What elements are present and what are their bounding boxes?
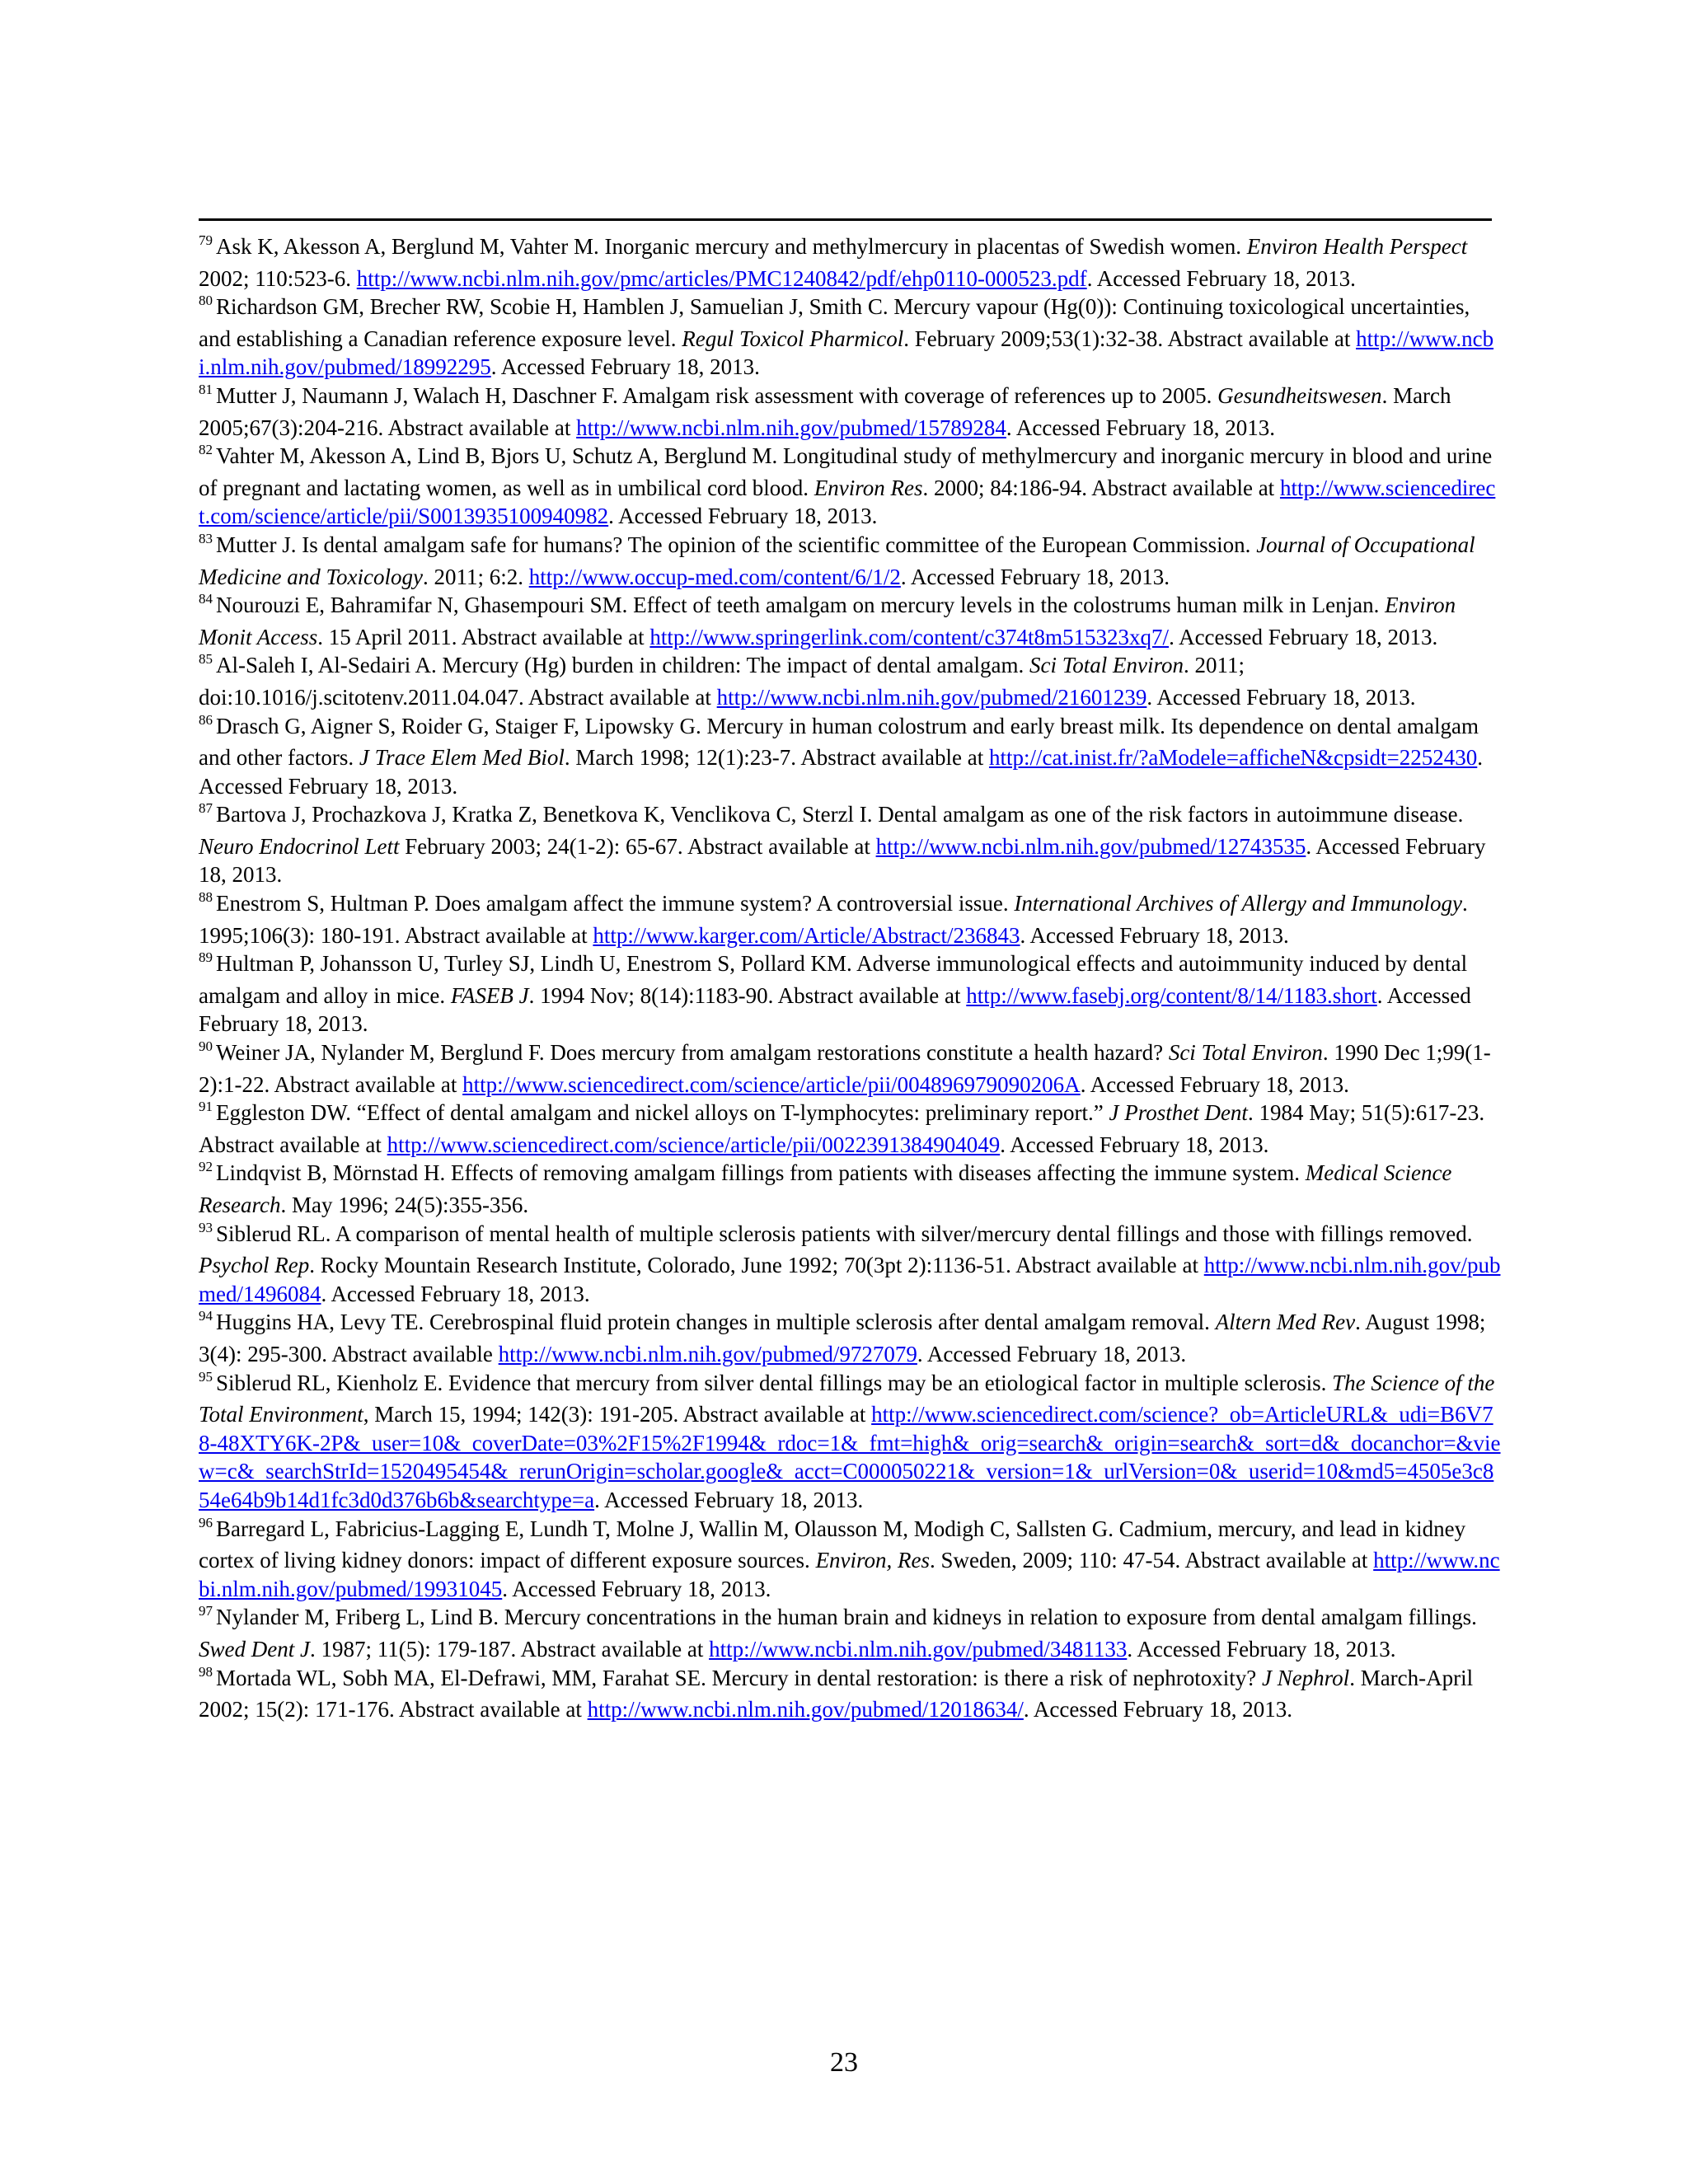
journal-title: J Trace Elem Med Biol: [359, 745, 565, 771]
citation-text: . 1995;106(3): 180-191. Abstract available at: [199, 891, 1468, 948]
reference-link[interactable]: http://www.sciencedirect.com/science/article/pii/S0013935100940982: [199, 475, 1496, 529]
citation-text: Barregard L, Fabricius-Lagging E, Lundh T, Molne J, Wallin M, Olausson M, Modigh C, Sallsten G. Cadmium, mercury, and lead in kidney cortex of living kidney donors: impact of different exposure sources.: [199, 1516, 1466, 1573]
citation-text: Vahter M, Akesson A, Lind B, Bjors U, Schutz A, Berglund M. Longitudinal study of methylmercury and inorganic mercury in blood and urine of pregnant and lactating women, as well as in umbilical cord blood.: [199, 443, 1493, 500]
footnote-87: [199, 800, 1501, 889]
journal-title: Environ Monit Access: [199, 593, 1456, 649]
reference-link[interactable]: http://www.ncbi.nlm.nih.gov/pubmed/15789284: [576, 415, 1006, 440]
footnote-90: [199, 1038, 1501, 1099]
page-number: 23: [830, 2047, 858, 2078]
citation-text: . Accessed February 18, 2013.: [1086, 265, 1356, 291]
citation-text: . February 2009;53(1):32-38. Abstract available at: [903, 326, 1357, 351]
citation-text: 2002; 110:523-6.: [199, 265, 357, 291]
reference-link[interactable]: http://www.ncbi.nlm.nih.gov/pubmed/3481133: [709, 1636, 1128, 1661]
footnote-number: 94: [199, 1308, 213, 1324]
footnote-number: 86: [199, 711, 213, 728]
reference-link[interactable]: http://www.ncbi.nlm.nih.gov/pubmed/19931045: [199, 1548, 1500, 1601]
citation-text: . August 1998; 3(4): 295-300. Abstract available: [199, 1310, 1486, 1366]
footnote-79: [199, 232, 1501, 293]
footnote-number: 81: [199, 381, 213, 397]
citation-text: . 1987; 11(5): 179-187. Abstract available at: [309, 1636, 710, 1661]
citation-text: . Accessed February 18, 2013.: [199, 833, 1486, 888]
citation-text: Nylander M, Friberg L, Lind B. Mercury concentrations in the human brain and kidneys in relation to exposure from dental amalgam fillings.: [216, 1605, 1477, 1630]
footnote-number: 98: [199, 1663, 213, 1680]
citation-text: Mutter J. Is dental amalgam safe for humans? The opinion of the scientific committee of the European Commission.: [216, 532, 1257, 557]
citation-text: . Accessed February 18, 2013.: [917, 1341, 1187, 1366]
citation-text: . Accessed February 18, 2013.: [1080, 1071, 1349, 1097]
reference-link[interactable]: http://www.sciencedirect.com/science/article/pii/004896979090206A: [462, 1071, 1081, 1097]
footnote-number: 85: [199, 651, 213, 668]
footnote-80: [199, 293, 1501, 382]
footnote-number: 97: [199, 1603, 213, 1619]
journal-title: Psychol Rep: [199, 1253, 310, 1278]
citation-text: , March 15, 1994; 142(3): 191-205. Abstract available at: [363, 1402, 872, 1427]
citation-text: Drasch G, Aigner S, Roider G, Staiger F, Lipowsky G. Mercury in human colostrum and early breast milk. Its dependence on dental amalgam and other factors.: [199, 713, 1479, 771]
citation-text: . May 1996; 24(5):355-356.: [280, 1193, 529, 1217]
footnote-number: 87: [199, 800, 213, 817]
reference-link[interactable]: http://www.ncbi.nlm.nih.gov/pubmed/1496084: [199, 1253, 1501, 1306]
journal-title: Gesundheitswesen: [1217, 382, 1382, 408]
citation-text: . Accessed February 18, 2013.: [1020, 922, 1289, 948]
footnote-94: [199, 1308, 1501, 1368]
citation-text: February 2003; 24(1-2): 65-67. Abstract available at: [399, 833, 876, 859]
reference-link[interactable]: http://www.ncbi.nlm.nih.gov/pubmed/21601239: [716, 684, 1147, 710]
citation-text: . Accessed February 18, 2013.: [321, 1281, 590, 1306]
citation-text: . Accessed February 18, 2013.: [199, 982, 1471, 1037]
footnote-89: [199, 949, 1501, 1038]
journal-title: Altern Med Rev: [1215, 1310, 1356, 1335]
reference-link[interactable]: http://cat.inist.fr/?aModele=afficheN&cpsidt=2252430: [988, 745, 1478, 771]
footnote-85: [199, 651, 1501, 711]
footnote-98: [199, 1664, 1501, 1724]
citation-text: Mutter J, Naumann J, Walach H, Daschner F. Amalgam risk assessment with coverage of references up to 2005.: [216, 382, 1218, 408]
citation-text: Bartova J, Prochazkova J, Kratka Z, Benetkova K, Venclikova C, Sterzl I. Dental amalgam as one of the risk factors in autoimmune disease.: [216, 802, 1464, 827]
reference-link[interactable]: http://www.fasebj.org/content/8/14/1183.short: [966, 982, 1377, 1008]
footnote-88: [199, 889, 1501, 949]
citation-text: . 15 April 2011. Abstract available at: [317, 624, 650, 649]
journal-title: Environ Res: [814, 475, 923, 500]
journal-title: Neuro Endocrinol Lett: [199, 833, 400, 859]
reference-link[interactable]: http://www.ncbi.nlm.nih.gov/pmc/articles/PMC1240842/pdf/ehp0110-000523.pdf: [356, 265, 1087, 291]
footnote-96: [199, 1515, 1501, 1604]
footnote-95: [199, 1369, 1501, 1515]
citation-text: . 1990 Dec 1;99(1-2):1-22. Abstract available at: [199, 1040, 1491, 1097]
journal-title: Medical Science Research: [199, 1160, 1452, 1217]
citation-text: Siblerud RL, Kienholz E. Evidence that mercury from silver dental fillings may be an etiological factor in multiple sclerosis.: [216, 1370, 1333, 1395]
citation-text: . Accessed February 18, 2013.: [1146, 684, 1416, 710]
citation-text: Al-Saleh I, Al-Sedairi A. Mercury (Hg) burden in children: The impact of dental amalgam.: [216, 653, 1029, 678]
citation-text: . Accessed February 18, 2013.: [502, 1576, 771, 1601]
citation-text: . Accessed February 18, 2013.: [594, 1487, 864, 1512]
citation-text: . 2011; 6:2.: [422, 564, 529, 589]
journal-title: Sci Total Environ: [1029, 653, 1184, 678]
citation-text: . 1994 Nov; 8(14):1183-90. Abstract available at: [528, 982, 967, 1008]
footnote-number: 84: [199, 591, 213, 607]
footnote-number: 90: [199, 1038, 213, 1055]
reference-link[interactable]: http://www.ncbi.nlm.nih.gov/pubmed/12018634/: [587, 1697, 1024, 1722]
footnote-84: [199, 591, 1501, 651]
reference-link[interactable]: http://www.karger.com/Article/Abstract/236843: [593, 922, 1020, 948]
footnote-number: 80: [199, 293, 213, 309]
citation-text: . March 1998; 12(1):23-7. Abstract available at: [564, 745, 989, 771]
footnote-number: 95: [199, 1368, 213, 1385]
journal-title: J Nephrol: [1261, 1665, 1350, 1690]
citation-text: . Accessed February 18, 2013.: [1023, 1697, 1293, 1722]
footnote-93: [199, 1220, 1501, 1309]
citation-text: Eggleston DW. “Effect of dental amalgam and nickel alloys on T-lymphocytes: preliminary report.”: [216, 1100, 1109, 1126]
footnote-number: 83: [199, 530, 213, 546]
footnote-number: 93: [199, 1219, 213, 1235]
citation-text: . Accessed February 18, 2013.: [199, 745, 1484, 799]
footnote-97: [199, 1603, 1501, 1663]
citation-text: . Accessed February 18, 2013.: [1127, 1636, 1396, 1661]
citation-text: . Accessed February 18, 2013.: [608, 504, 878, 529]
citation-text: Weiner JA, Nylander M, Berglund F. Does mercury from amalgam restorations constitute a health hazard?: [216, 1040, 1169, 1066]
reference-link[interactable]: http://www.sciencedirect.com/science/article/pii/0022391384904049: [387, 1132, 1001, 1157]
citation-text: . 2011; doi:10.1016/j.scitotenv.2011.04.047. Abstract available at: [199, 653, 1245, 710]
journal-title: Swed Dent J: [199, 1636, 310, 1661]
citation-text: . Accessed February 18, 2013.: [1000, 1132, 1269, 1157]
footnote-number: 91: [199, 1099, 213, 1115]
reference-link[interactable]: http://www.sciencedirect.com/science?_ob=ArticleURL&_udi=B6V78-48XTY6K-2P&_user=10&_coverDate=03%2F15%2F1994&_rdoc=1&_fmt=high&_orig=search&_origin=search&_sort=d&_docanchor=&view=c&_searchStrId=1520495454&_rerunOrigin=scholar.google&_acct=C000050221&_version=1&_urlVersion=0&_userid=10&md5=4505e3c854e64b9b14d1fc3d0d376b6b&searchtype=a: [199, 1402, 1501, 1512]
citation-text: . March 2005;67(3):204-216. Abstract available at: [199, 382, 1451, 440]
footnote-number: 96: [199, 1514, 213, 1530]
citation-text: . Accessed February 18, 2013.: [490, 354, 760, 380]
citation-text: Richardson GM, Brecher RW, Scobie H, Hamblen J, Samuelian J, Smith C. Mercury vapour (Hg(0)): Continuing toxicological uncertainties, and establishing a Canadian reference exposure level.: [199, 294, 1470, 351]
journal-title: Journal of Occupational Medicine and Toxicology: [199, 532, 1475, 589]
journal-title: International Archives of Allergy and Immunology: [1014, 891, 1462, 916]
citation-text: . Accessed February 18, 2013.: [1169, 624, 1438, 649]
citation-text: Ask K, Akesson A, Berglund M, Vahter M. Inorganic mercury and methylmercury in placentas of Swedish women.: [216, 234, 1247, 259]
footnote-91: [199, 1099, 1501, 1159]
citation-text: Hultman P, Johansson U, Turley SJ, Lindh U, Enestrom S, Pollard KM. Adverse immunological effects and autoimmunity induced by dental amalgam and alloy in mice.: [199, 951, 1468, 1008]
citation-text: Lindqvist B, Mörnstad H. Effects of removing amalgam fillings from patients with diseases affecting the immune system.: [216, 1160, 1306, 1186]
footnote-number: 79: [199, 232, 213, 248]
citation-text: . 1984 May; 51(5):617-23. Abstract available at: [199, 1100, 1485, 1157]
journal-title: Environ Health Perspect: [1246, 234, 1468, 259]
citation-text: Mortada WL, Sobh MA, El-Defrawi, MM, Farahat SE. Mercury in dental restoration: is there a risk of nephrotoxity?: [216, 1665, 1262, 1690]
footnote-separator: [199, 218, 1492, 221]
footnote-82: [199, 442, 1501, 531]
citation-text: . Rocky Mountain Research Institute, Colorado, June 1992; 70(3pt 2):1136-51. Abstract available at: [309, 1253, 1204, 1278]
footnote-number: 89: [199, 949, 213, 966]
citation-text: . Accessed February 18, 2013.: [900, 564, 1170, 589]
reference-link[interactable]: http://www.occup-med.com/content/6/1/2: [528, 564, 901, 589]
reference-link[interactable]: http://www.ncbi.nlm.nih.gov/pubmed/12743535: [875, 833, 1306, 859]
citation-text: . 2000; 84:186-94. Abstract available at: [922, 475, 1280, 500]
citation-text: Huggins HA, Levy TE. Cerebrospinal fluid protein changes in multiple sclerosis after dental amalgam removal.: [216, 1310, 1216, 1335]
footnote-83: [199, 531, 1501, 591]
citation-text: Enestrom S, Hultman P. Does amalgam affect the immune system? A controversial issue.: [216, 891, 1015, 916]
footnote-86: [199, 712, 1501, 801]
citation-text: . March-April 2002; 15(2): 171-176. Abstract available at: [199, 1665, 1474, 1722]
journal-title: Regul Toxicol Pharmicol: [682, 326, 904, 351]
footnote-number: 82: [199, 442, 213, 458]
citation-text: . Accessed February 18, 2013.: [1006, 415, 1276, 440]
journal-title: J Prosthet Dent: [1109, 1100, 1248, 1126]
citation-text: . Sweden, 2009; 110: 47-54. Abstract available at: [930, 1548, 1374, 1573]
footnote-92: [199, 1159, 1501, 1219]
footnote-81: [199, 382, 1501, 442]
journal-title: The Science of the Total Environment: [199, 1370, 1495, 1427]
footnote-number: 88: [199, 889, 213, 906]
reference-link[interactable]: http://www.springerlink.com/content/c374t8m515323xq7/: [649, 624, 1170, 649]
citation-text: Nourouzi E, Bahramifar N, Ghasempouri SM. Effect of teeth amalgam on mercury levels in the colostrums human milk in Lenjan.: [216, 593, 1386, 618]
journal-title: Environ, Res: [815, 1548, 931, 1573]
journal-title: Sci Total Environ: [1168, 1040, 1323, 1066]
journal-title: FASEB J: [450, 982, 529, 1008]
citation-text: Siblerud RL. A comparison of mental health of multiple sclerosis patients with silver/mercury dental fillings and those with fillings removed.: [216, 1221, 1473, 1246]
reference-link[interactable]: http://www.ncbi.nlm.nih.gov/pubmed/9727079: [498, 1341, 917, 1366]
footnote-number: 92: [199, 1159, 213, 1175]
reference-link[interactable]: http://www.ncbi.nlm.nih.gov/pubmed/18992295: [199, 326, 1494, 380]
footnotes-list: [199, 232, 1501, 1724]
